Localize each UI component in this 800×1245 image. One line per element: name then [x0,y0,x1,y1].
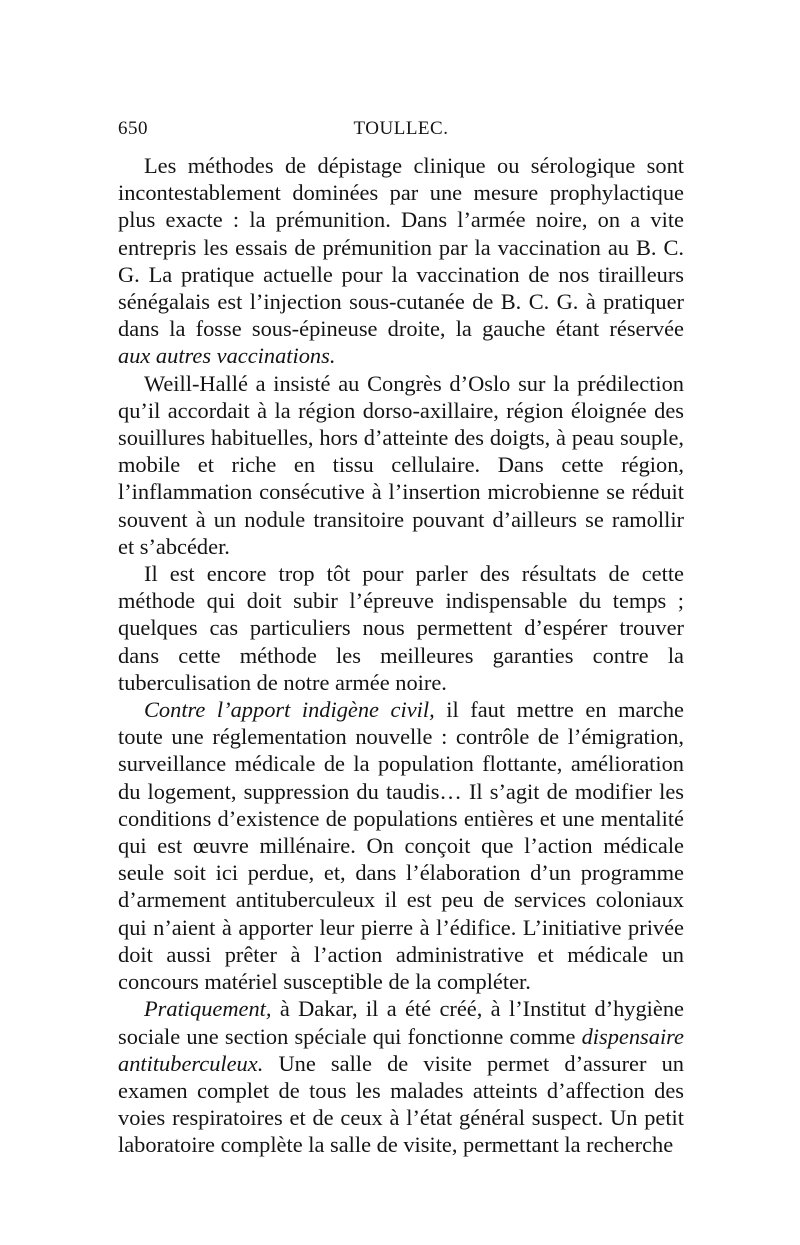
paragraph-2-text: Weill-Hallé a insisté au Congrès d’Oslo sur la prédilection qu’il accordait à la région dorso-axillaire, région éloignée des souillures habituelles, hors d’atteinte des doigts, à peau souple, mobile et riche en tissu cellulaire. Dans cette région, l’inflammation consécutive à l’insertion microbienne se réduit souvent à un nodule transitoire pouvant d’ailleurs se ramollir et s’abcéder. [118,370,684,559]
paragraph-1-text: Les méthodes de dépistage clinique ou sérologique sont incontestablement dominées par une mesure prophylactique plus exacte : la prémunition. Dans l’armée noire, on a vite entrepris les essais de prémunition par la vaccination au B. C. G. La pratique actuelle pour la vaccination de nos tirailleurs sénégalais est l’injection sous-cutanée de B. C. G. à pratiquer dans la fosse sous-épineuse droite, la gauche étant réservée [118,153,684,342]
paragraph-3-text: Il est encore trop tôt pour parler des résultats de cette méthode qui doit subir l’épreuve indispensable du temps ; quelques cas particuliers nous permettent d’espérer trouver dans cette méthode les meilleures garanties contre la tuberculisation de notre armée noire. [118,561,684,695]
paragraph-5-italic-a: Pratiquement, [144,996,272,1022]
paragraph-3 [118,560,684,696]
running-head: TOULLEC. [353,118,449,139]
paragraph-5-text-a: à Dakar, il a été créé, à l’Institut d’hygiène sociale une section spéciale qui fonctionne comme [118,996,684,1049]
paragraph-5 [118,995,684,1158]
paragraph-1-italic: aux autres vaccinations. [118,343,336,369]
page-number: 650 [118,118,148,139]
paragraph-5-text-b: Une salle de visite permet d’assurer un examen complet de tous les malades atteints d’affection des voies respiratoires et de ceux à l’état général suspect. Un petit laboratoire complète la salle de visite, permettant la recherche [118,1050,684,1158]
page-header [118,118,684,146]
body-text [118,152,684,1159]
paragraph-4 [118,696,684,995]
paragraph-1 [118,152,684,370]
paragraph-5-italic-b: dispensaire antituberculeux. [118,1023,684,1076]
paragraph-2 [118,370,684,560]
paragraph-4-italic: Contre l’apport indigène civil, [144,697,435,723]
paragraph-4-text: il faut mettre en marche toute une réglementation nouvelle : contrôle de l’émigration, surveillance médicale de la population flottante, amélioration du logement, suppression du taudis… Il s’agit de modifier les conditions d’existence de populations entières et une mentalité qui est œuvre millénaire. On conçoit que l’action médicale seule soit ici perdue, et, dans l’élaboration d’un programme d’armement antituberculeux il est peu de services coloniaux qui n’aient à apporter leur pierre à l’édifice. L’initiative privée doit aussi prêter à l’action administrative et médicale un concours matériel susceptible de la compléter. [118,697,684,995]
